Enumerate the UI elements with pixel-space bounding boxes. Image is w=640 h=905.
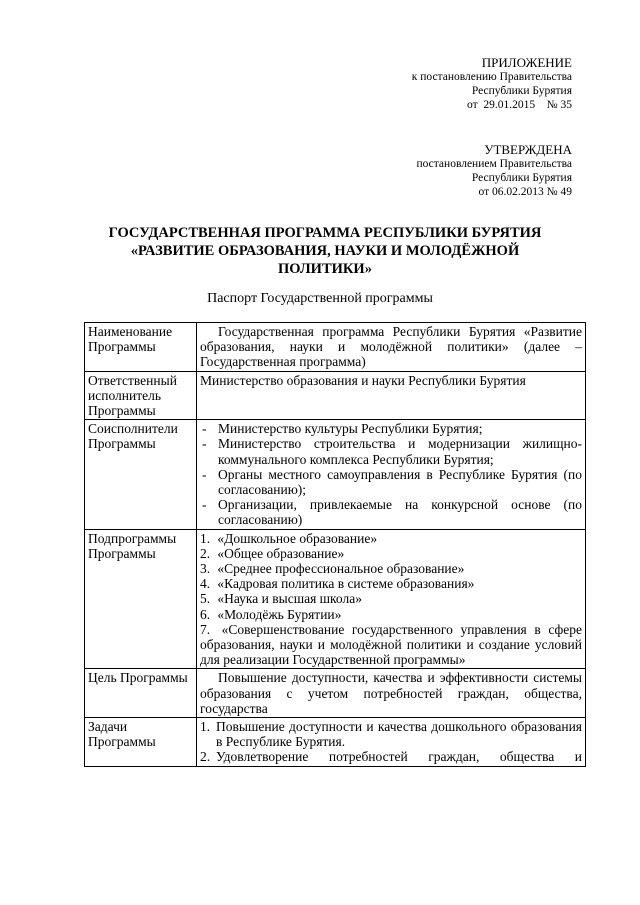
table-row-executor <box>85 371 586 420</box>
item-text: «Молодёжь Бурятии» <box>217 606 342 622</box>
item-number: 1. <box>200 530 211 546</box>
list-item <box>200 622 582 668</box>
list-item <box>200 719 582 749</box>
appendix-stamp <box>412 56 572 112</box>
name-label: Наименование Программы <box>85 323 197 372</box>
table-row-name <box>85 323 586 372</box>
coexecutors-list <box>200 421 582 527</box>
table-row-goal <box>85 669 586 718</box>
list-item <box>200 561 582 576</box>
item-number: 7. <box>200 621 211 637</box>
appendix-title: ПРИЛОЖЕНИЕ <box>481 55 572 70</box>
subprograms-label: Подпрограммы Программы <box>85 529 197 669</box>
document-title-line-2: «РАЗВИТИЕ ОБРАЗОВАНИЯ, НАУКИ И МОЛОДЁЖНОЙ <box>130 243 520 259</box>
document-title-line-3: ПОЛИТИКИ» <box>278 261 372 277</box>
item-text: «Дошкольное образование» <box>217 530 378 546</box>
item-text: «Среднее профессиональное образование» <box>217 561 465 577</box>
executor-value: Министерство образования и науки Республики Бурятия <box>197 371 586 420</box>
coexecutors-label: Соисполнители Программы <box>85 420 197 529</box>
list-item <box>200 546 582 561</box>
document-title-line-1: ГОСУДАРСТВЕННАЯ ПРОГРАММА РЕСПУБЛИКИ БУРЯТИЯ <box>108 225 542 241</box>
table-row-subprograms <box>85 529 586 669</box>
approved-line-2: Республики Бурятия <box>471 172 572 184</box>
approved-line-3: от 06.02.2013 № 49 <box>478 186 572 198</box>
item-text: Повышение доступности и качества дошкольного образования в Республике Бурятия. <box>216 719 582 750</box>
item-number: 6. <box>200 606 211 622</box>
item-number: 2. <box>200 749 211 765</box>
list-item <box>200 591 582 606</box>
goal-value: Повышение доступности, качества и эффективности системы образования с учетом потребностей граждан, общества, государства <box>197 669 586 718</box>
appendix-line-2: Республики Бурятия <box>471 85 572 97</box>
tasks-cell <box>197 718 586 767</box>
list-item: - Органы местного самоуправления в Республике Бурятия (по согласованию); <box>200 467 582 497</box>
item-text: Удовлетворение потребностей граждан, общества и <box>216 749 582 765</box>
document-title <box>90 224 560 278</box>
approved-title: УТВЕРЖДЕНА <box>484 142 572 157</box>
item-number: 3. <box>200 561 211 577</box>
item-number: 1. <box>200 719 211 735</box>
list-item: - Организации, привлекаемые на конкурсной основе (по согласованию) <box>200 497 582 527</box>
item-text: «Общее образование» <box>217 545 345 561</box>
list-item <box>200 531 582 546</box>
goal-label: Цель Программы <box>85 669 197 718</box>
list-item <box>200 576 582 591</box>
subprograms-cell <box>197 529 586 669</box>
item-number: 4. <box>200 576 211 592</box>
appendix-line-3: от 29.01.2015 № 35 <box>467 99 572 111</box>
list-item: - Министерство строительства и модернизации жилищно-коммунального комплекса Республики Бурятия; <box>200 436 582 466</box>
list-item: - Министерство культуры Республики Бурятия; <box>200 421 582 436</box>
name-value: Государственная программа Республики Бурятия «Развитие образования, науки и молодёжной политики» (далее – Государственная программа) <box>197 323 586 372</box>
passport-subtitle: Паспорт Государственной программы <box>207 291 433 306</box>
passport-table <box>84 322 586 767</box>
executor-label: Ответственный исполнитель Программы <box>85 371 197 420</box>
item-number: 5. <box>200 591 211 607</box>
subprograms-list <box>200 531 582 668</box>
tasks-list <box>200 719 582 765</box>
item-text: «Кадровая политика в системе образования» <box>217 576 475 592</box>
tasks-label: Задачи Программы <box>85 718 197 767</box>
list-item <box>200 607 582 622</box>
item-text: «Наука и высшая школа» <box>217 591 362 607</box>
appendix-line-1: к постановлению Правительства <box>411 71 572 83</box>
item-number: 2. <box>200 545 211 561</box>
table-row-coexecutors <box>85 420 586 529</box>
list-item <box>200 749 582 764</box>
approved-line-1: постановлением Правительства <box>416 158 572 170</box>
coexecutors-cell <box>197 420 586 529</box>
approved-stamp <box>416 143 572 199</box>
item-text: «Совершенствование государственного управления в сфере образования, науки и молодёжной политики и создание условий для реализации Государственной программы» <box>200 621 582 668</box>
table-row-tasks <box>85 718 586 767</box>
